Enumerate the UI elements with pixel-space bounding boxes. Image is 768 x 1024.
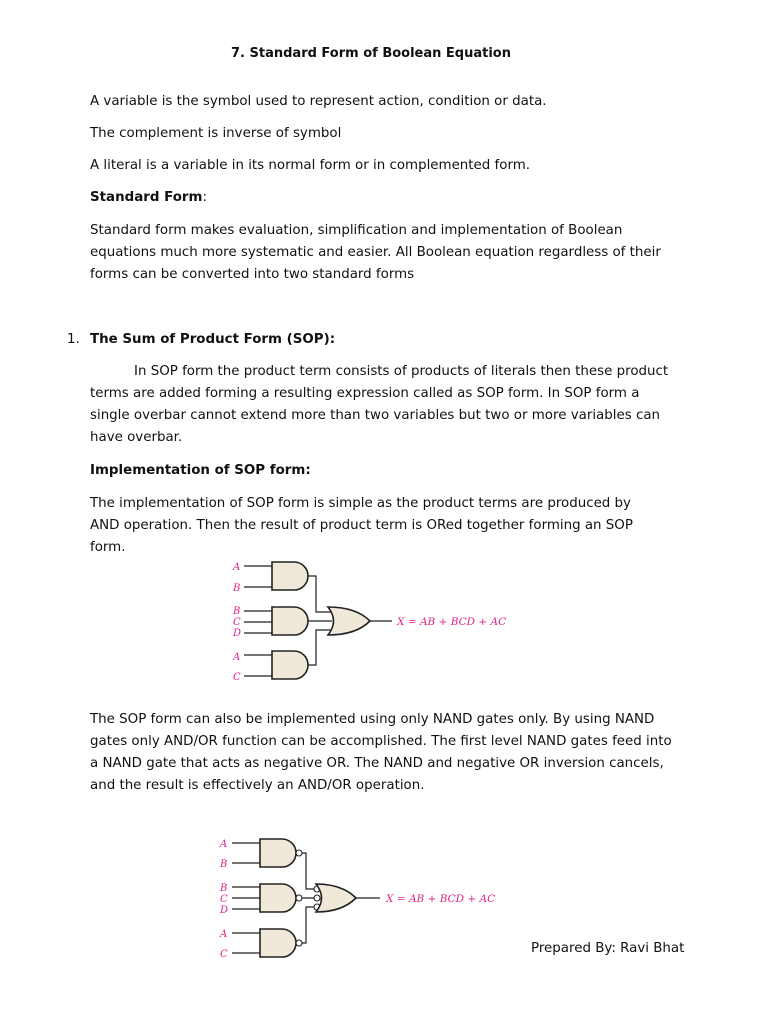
definition-literal: A literal is a variable in its normal form or in complemented form. bbox=[90, 158, 531, 173]
nand-body: The SOP form can also be implemented using only NAND gates only. By using NAND gates only AND/OR function can be accomplished. The first level NAND gates feed into a NAND gate that acts as negative OR. The NAND and negative OR inversion cancels, and the result is effectively an AND/OR operation. bbox=[90, 712, 672, 793]
output-expression: X = AB + BCD + AC bbox=[386, 893, 496, 905]
standard-form-label: Standard Form bbox=[90, 190, 203, 205]
nand-bubble bbox=[296, 895, 302, 901]
sop-body-text: In SOP form the product term consists of products of literals then these product terms are added forming a resulting expression called as SOP form. In SOP form a single overbar cannot extend more than two variables but two or more variables can have overbar. bbox=[90, 364, 669, 445]
input-label: B bbox=[233, 606, 241, 617]
definition-complement: The complement is inverse of symbol bbox=[90, 126, 342, 141]
standard-form-colon: : bbox=[202, 190, 207, 205]
input-label: B bbox=[220, 859, 228, 870]
and-gate bbox=[272, 651, 308, 679]
input-label: A bbox=[220, 929, 228, 940]
sop-heading: The Sum of Product Form (SOP): bbox=[90, 332, 336, 347]
output-expression: X = AB + BCD + AC bbox=[397, 616, 507, 628]
nand-gate bbox=[260, 929, 296, 957]
input-label: A bbox=[233, 562, 241, 573]
input-label: C bbox=[220, 949, 228, 960]
nand-bubble bbox=[296, 940, 302, 946]
or-gate bbox=[328, 607, 370, 635]
input-label: C bbox=[233, 672, 241, 683]
definition-variable: A variable is the symbol used to represent action, condition or data. bbox=[90, 94, 547, 109]
input-label: A bbox=[233, 652, 241, 663]
sop-impl-body: The implementation of SOP form is simple as the product terms are produced by AND operation. Then the result of product term is ORed together forming an SOP form. bbox=[90, 496, 633, 555]
nand-bubble bbox=[296, 850, 302, 856]
input-label: A bbox=[220, 839, 228, 850]
section-number: 1. bbox=[67, 332, 80, 347]
input-label: D bbox=[220, 905, 229, 916]
input-label: B bbox=[220, 883, 228, 894]
input-bubble bbox=[314, 895, 320, 901]
sop-and-or-diagram bbox=[220, 555, 520, 685]
page-title: 7. Standard Form of Boolean Equation bbox=[231, 46, 511, 61]
sop-nand-nand-diagram bbox=[210, 830, 510, 965]
nand-gate bbox=[260, 884, 296, 912]
sop-body bbox=[90, 361, 670, 449]
negative-or-gate bbox=[316, 884, 356, 912]
standard-form-heading bbox=[90, 187, 690, 209]
and-gate bbox=[272, 562, 308, 590]
nand-gate bbox=[260, 839, 296, 867]
and-gate bbox=[272, 607, 308, 635]
input-label: B bbox=[233, 583, 241, 594]
author-credit: Prepared By: Ravi Bhat bbox=[531, 941, 685, 956]
input-label: C bbox=[233, 617, 241, 628]
sop-impl-heading: Implementation of SOP form: bbox=[90, 463, 311, 478]
standard-form-body: Standard form makes evaluation, simplification and implementation of Boolean equations much more systematic and easier. All Boolean equation regardless of their forms can be converted into two standard forms bbox=[90, 223, 661, 282]
input-label: C bbox=[220, 894, 228, 905]
input-label: D bbox=[233, 628, 242, 639]
